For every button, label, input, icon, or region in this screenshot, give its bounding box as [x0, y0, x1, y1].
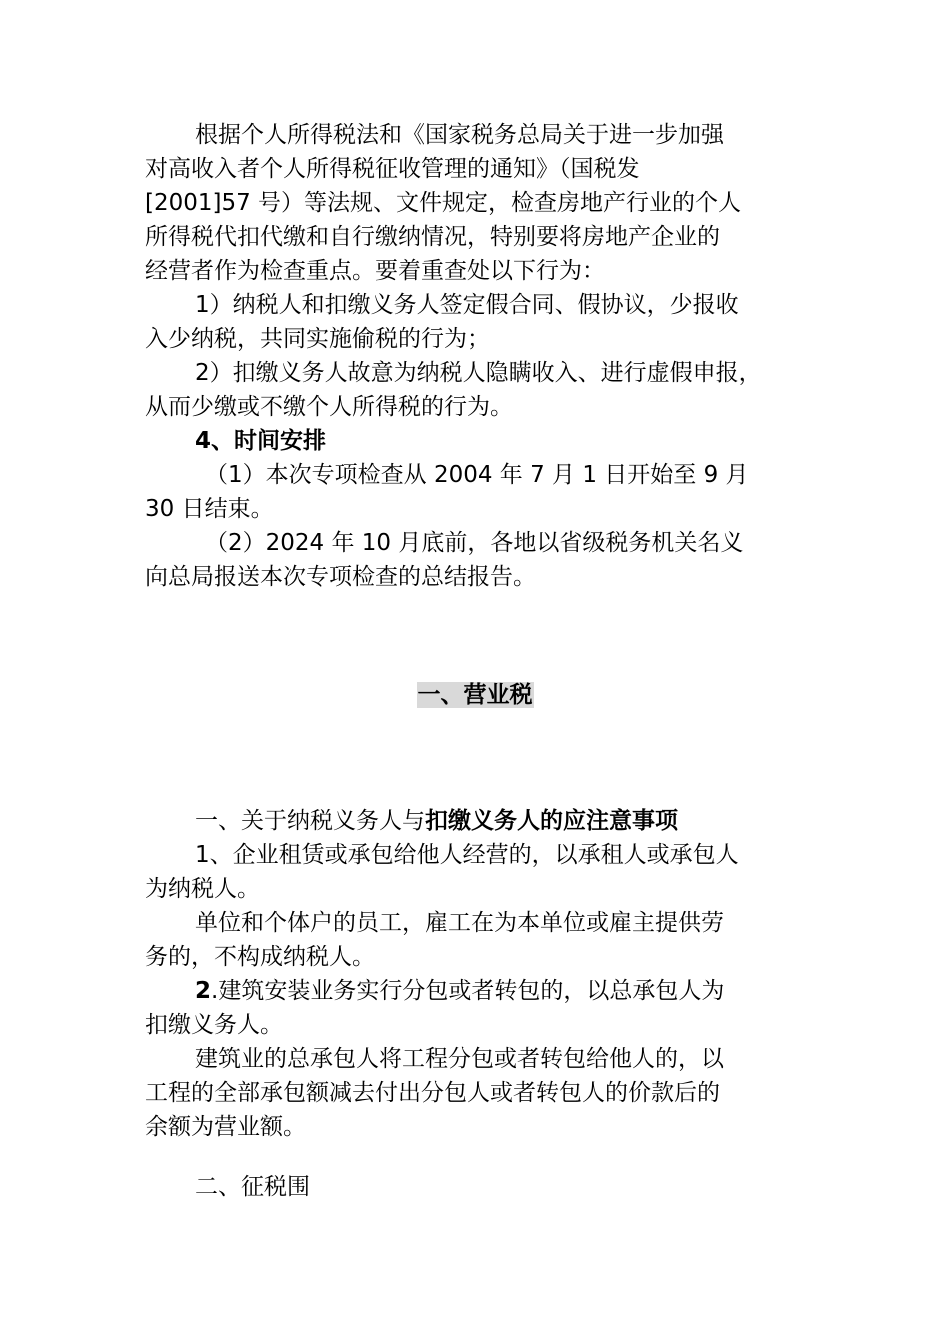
paragraph-line: 工程的全部承包额减去付出分包人或者转包人的价款后的 [145, 1080, 720, 1106]
section-heading [0, 678, 950, 712]
paragraph-line: 对高收入者个人所得税征收管理的通知》（国税发 [145, 156, 640, 182]
list-item-line: 向总局报送本次专项检查的总结报告。 [145, 564, 536, 590]
list-item-line: 30 日结束。 [145, 496, 274, 522]
list-item-line: 从而少缴或不缴个人所得税的行为。 [145, 394, 513, 420]
list-item-line: （1）本次专项检查从 2004 年 7 月 1 日开始至 9 月 [205, 462, 749, 488]
subsection-heading-bold: 扣缴义务人的应注意事项 [425, 808, 678, 834]
subsection-heading [195, 804, 678, 838]
list-item-line: （2）2024 年 10 月底前，各地以省级税务机关名义 [205, 530, 744, 556]
section-heading-text: 一、营业税 [417, 682, 533, 708]
list-item-line: 扣缴义务人。 [145, 1012, 283, 1038]
paragraph-line: 务的，不构成纳税人。 [145, 944, 375, 970]
list-item-line: 2）扣缴义务人故意为纳税人隐瞒收入、进行虚假申报， [195, 360, 762, 386]
list-item-line: 入少纳税，共同实施偷税的行为； [145, 326, 490, 352]
list-item-text: .建筑安装业务实行分包或者转包的，以总承包人为 [211, 978, 725, 1004]
paragraph-line: [2001]57 号）等法规、文件规定，检查房地产行业的个人 [145, 190, 742, 216]
subsection-heading: 二、征税围 [195, 1174, 310, 1200]
list-item-line: 为纳税人。 [145, 876, 260, 902]
paragraph-line: 经营者作为检查重点。要着重查处以下行为： [145, 258, 605, 284]
list-item-line [195, 974, 724, 1008]
paragraph-line: 单位和个体户的员工，雇工在为本单位或雇主提供劳 [195, 910, 724, 936]
paragraph-line: 建筑业的总承包人将工程分包或者转包给他人的，以 [195, 1046, 724, 1072]
list-item-line: 1、企业租赁或承包给他人经营的，以承租人或承包人 [195, 842, 739, 868]
paragraph-line: 根据个人所得税法和《国家税务总局关于进一步加强 [195, 122, 724, 148]
paragraph-line: 余额为营业额。 [145, 1114, 306, 1140]
section-subheading: 4、时间安排 [195, 428, 327, 454]
list-item-line: 1）纳税人和扣缴义务人签定假合同、假协议，少报收 [195, 292, 739, 318]
subsection-heading-prefix: 一、关于纳税义务人与 [195, 808, 425, 834]
paragraph-line: 所得税代扣代缴和自行缴纳情况，特别要将房地产企业的 [145, 224, 720, 250]
list-item-number: 2 [195, 978, 212, 1004]
